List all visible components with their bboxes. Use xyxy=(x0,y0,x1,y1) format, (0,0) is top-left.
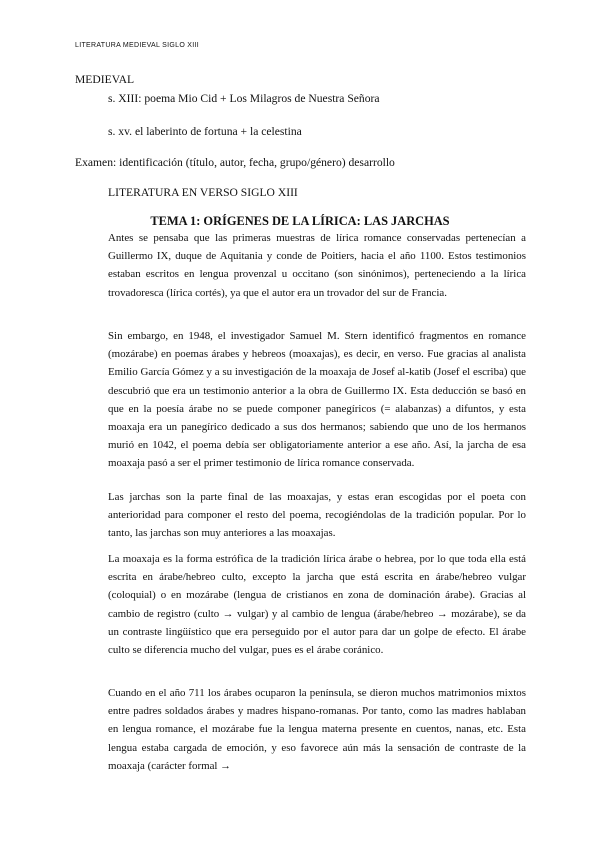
paragraph-3: Las jarchas son la parte final de las moaxajas, y estas eran escogidas por el poeta con anterioridad para componer el resto del poema, recogiéndolas de la tradición popular. Por lo tanto, las jarchas son muy anteriores a las moaxajas. xyxy=(108,491,526,540)
paragraph-2: Sin embargo, en 1948, el investigador Samuel M. Stern identificó fragmentos en romance (mozárabe) en poemas árabes y hebreos (moaxajas), es decir, en verso. Fue gracias al analista Emilio García Gómez y a su investigación de la moaxaja de Josef al-katib (Josef el escriba) que descubrió que era un testimonio anterior a la obra de Guillermo IX. Esta deducción se basó en que en la poesía árabe no se puede componer panegíricos (= alabanzas) a difuntos, y esta moaxaja era un panegírico dedicado a sus dos hermanos; sabiendo que uno de los hermanos murió en 1042, el poema debía ser obligatoriamente anterior a ese año. Así, la jarcha de esa moaxaja pasó a ser el primer testimonio de lírica romance conservada. xyxy=(108,330,526,470)
paragraph-1: Antes se pensaba que las primeras muestras de lírica romance conservadas pertenecían a Guillermo IX, duque de Aquitania y conde de Poitiers, hacia el año 1100. Estos testimonios estaban escritos en lengua provenzal u occitano (son sinónimos), perteneciendo a la lírica trovadoresca (lírica cortés), ya que el autor era un trovador del sur de Francia. xyxy=(108,232,526,299)
outline-item-xv: s. xv. el laberinto de fortuna + la celestina xyxy=(108,125,302,138)
running-head: LITERATURA MEDIEVAL SIGLO XIII xyxy=(75,42,200,49)
outline-heading: MEDIEVAL xyxy=(75,73,135,86)
paragraph-4: La moaxaja es la forma estrófica de la tradición lírica árabe o hebrea, por lo que toda ella está escrita en árabe/hebreo culto, excepto la jarcha que está escrita en árabe/hebreo vulgar (coloquial) o en mozárabe (lengua de cristianos en zona de dominación árabe). Gracias al cambio de registro (culto → vulgar) y al cambio de lengua (árabe/hebreo → mozárabe), se da un contraste lingüístico que era perseguido por el autor para dar un golpe de efecto. El árabe culto se diferencia mucho del vulgar, pues es el árabe coránico. xyxy=(108,553,526,657)
topic-title: TEMA 1: ORÍGENES DE LA LÍRICA: LAS JARCHAS xyxy=(150,214,450,228)
paragraph-5: Cuando en el año 711 los árabes ocuparon la península, se dieron muchos matrimonios mixtos entre padres soldados árabes y madres hispano-romanas. Por tanto, como las madres hablaban en lengua romance, el mozárabe fue la lengua materna presente en cuentos, nanas, etc. Esta lengua estaba cargada de emoción, y eso favorece aún más la sensación de contraste de la moaxaja (carácter formal → xyxy=(108,687,526,772)
exam-note: Examen: identificación (título, autor, fecha, grupo/género) desarrollo xyxy=(75,156,395,169)
outline-item-xiii: s. XIII: poema Mio Cid + Los Milagros de Nuestra Señora xyxy=(108,92,380,105)
section-title: LITERATURA EN VERSO SIGLO XIII xyxy=(108,186,298,199)
